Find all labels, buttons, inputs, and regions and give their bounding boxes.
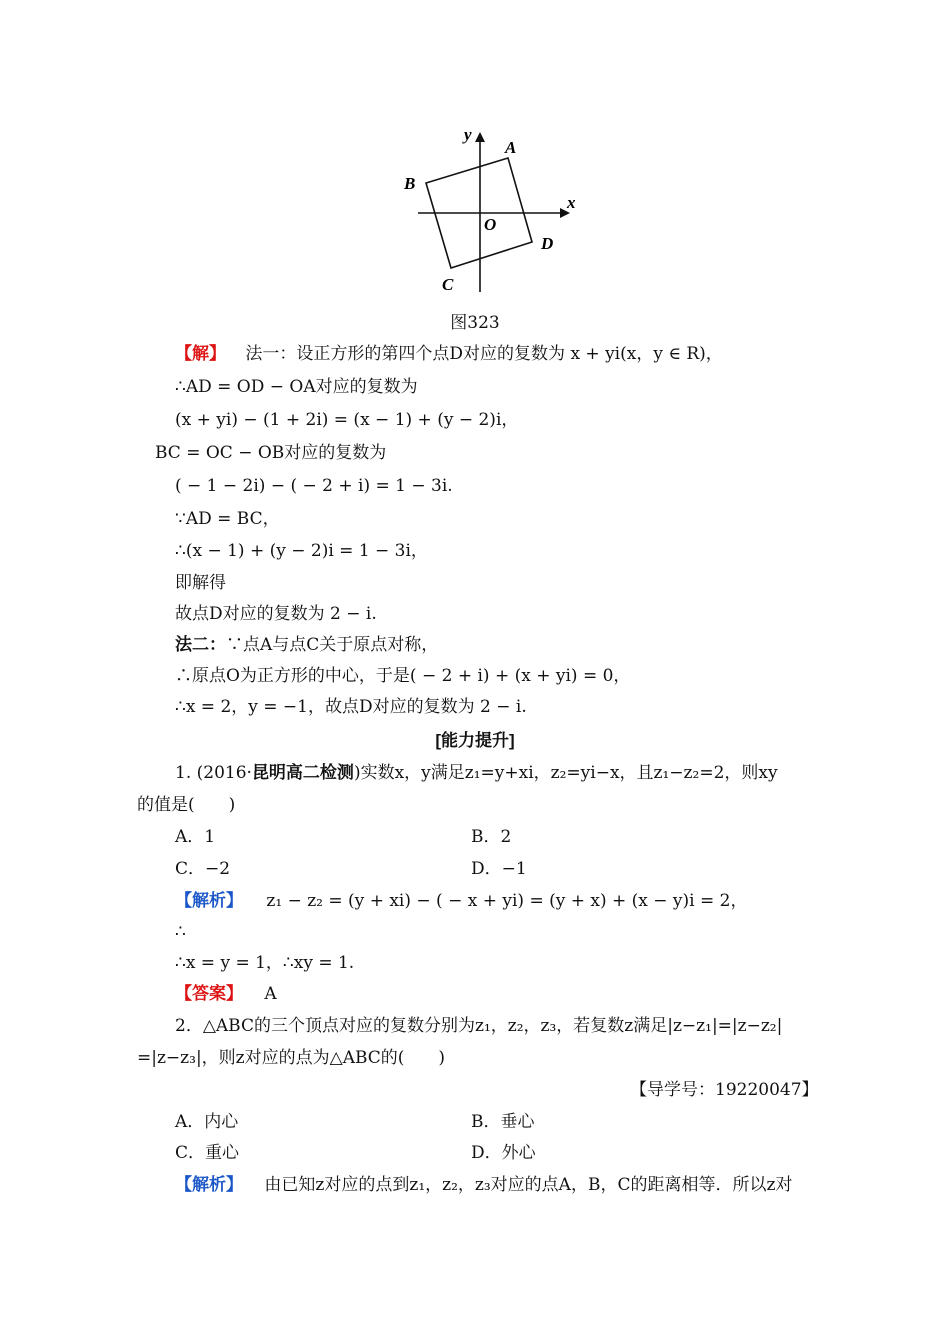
q1-analysis-line-2: ∴: [175, 922, 186, 942]
solution-text-1: 法一：设正方形的第四个点D对应的复数为 x + yi(x，y ∈ R)，: [245, 344, 723, 364]
solution-line-9: 故点D对应的复数为 2 − i.: [175, 604, 377, 624]
q1-stem: [175, 762, 778, 784]
solution-line-10: [175, 634, 438, 656]
q1-stem-post: )实数x，y满足z₁=y+xi，z₂=yi−x，且z₁−z₂=2，则xy: [353, 763, 778, 783]
q2-option-a: A．内心: [175, 1112, 239, 1132]
q1-answer-tag: 【答案】: [175, 984, 243, 1004]
q1-option-d: D．−1: [471, 859, 527, 879]
q1-option-c: C．−2: [175, 859, 231, 879]
solution-line-2: ∴AD = OD − OA对应的复数为: [175, 377, 418, 397]
solution-line-3: (x + yi) − (1 + 2i) = (x − 1) + (y − 2)i，: [175, 410, 519, 430]
label-A: A: [505, 138, 517, 157]
q1-analysis: [175, 890, 747, 912]
guide-number: 【导学号：19220047】: [630, 1080, 819, 1100]
y-axis-arrow: [475, 132, 485, 142]
label-D: D: [541, 234, 554, 253]
q2-option-b: B．垂心: [471, 1112, 535, 1132]
q1-analysis-line-3: ∴x = y = 1，∴xy = 1.: [175, 953, 355, 973]
solution-line-1: [175, 343, 723, 365]
figure-caption: 图323: [450, 313, 500, 333]
q2-stem: 2．△ABC的三个顶点对应的复数分别为z₁，z₂，z₃，若复数z满足|z−z₁|=|z−z₂|: [175, 1016, 783, 1036]
label-y: y: [464, 125, 472, 144]
q1-stem-line-2: 的值是( ): [137, 795, 236, 815]
label-O: O: [484, 215, 497, 234]
q1-answer-value: A: [264, 984, 277, 1004]
q2-option-d: D．外心: [471, 1143, 536, 1163]
solution-line-4: BC = OC − OB对应的复数为: [155, 443, 387, 463]
q2-analysis-tag: 【解析】: [175, 1175, 243, 1195]
q2-stem-line-2: =|z−z₃|，则z对应的点为△ABC的( ): [137, 1048, 446, 1068]
solution-line-7: ∴(x − 1) + (y − 2)i = 1 − 3i，: [175, 541, 428, 561]
label-B: B: [404, 174, 416, 193]
square-figure: [0, 0, 950, 310]
solution-line-12: ∴x = 2，y = −1，故点D对应的复数为 2 − i.: [175, 697, 527, 717]
q1-answer: [175, 983, 277, 1005]
q2-analysis-text: 由已知z对应的点到z₁，z₂，z₃对应的点A，B，C的距离相等．所以z对: [264, 1175, 793, 1195]
q2-analysis: [175, 1174, 792, 1196]
q1-option-a: A．1: [175, 827, 216, 847]
q1-source: 昆明高二检测: [251, 763, 354, 782]
label-x: x: [567, 193, 576, 212]
solution-line-5: ( − 1 − 2i) − ( − 2 + i) = 1 − 3i.: [175, 476, 453, 496]
q1-analysis-tag: 【解析】: [175, 891, 243, 911]
method-two-label: 法二：: [175, 635, 226, 654]
label-C: C: [442, 275, 454, 294]
solution-line-11: ∴原点O为正方形的中心，于是( − 2 + i) + (x + yi) = 0，: [175, 666, 631, 686]
solution-text-10: ∵点A与点C关于原点对称，: [226, 635, 439, 655]
q1-analysis-text: z₁ − z₂ = (y + xi) − ( − x + yi) = (y + x) + (x − y)i = 2，: [266, 891, 748, 911]
q1-stem-pre: 1. (2016·: [175, 763, 252, 783]
solution-tag: 【解】: [175, 344, 226, 364]
solution-line-8: 即解得: [175, 573, 226, 593]
section-title: [能力提升]: [435, 731, 515, 750]
q2-option-c: C．重心: [175, 1143, 240, 1163]
q1-option-b: B．2: [471, 827, 512, 847]
solution-line-6: ∵AD = BC，: [175, 509, 280, 529]
